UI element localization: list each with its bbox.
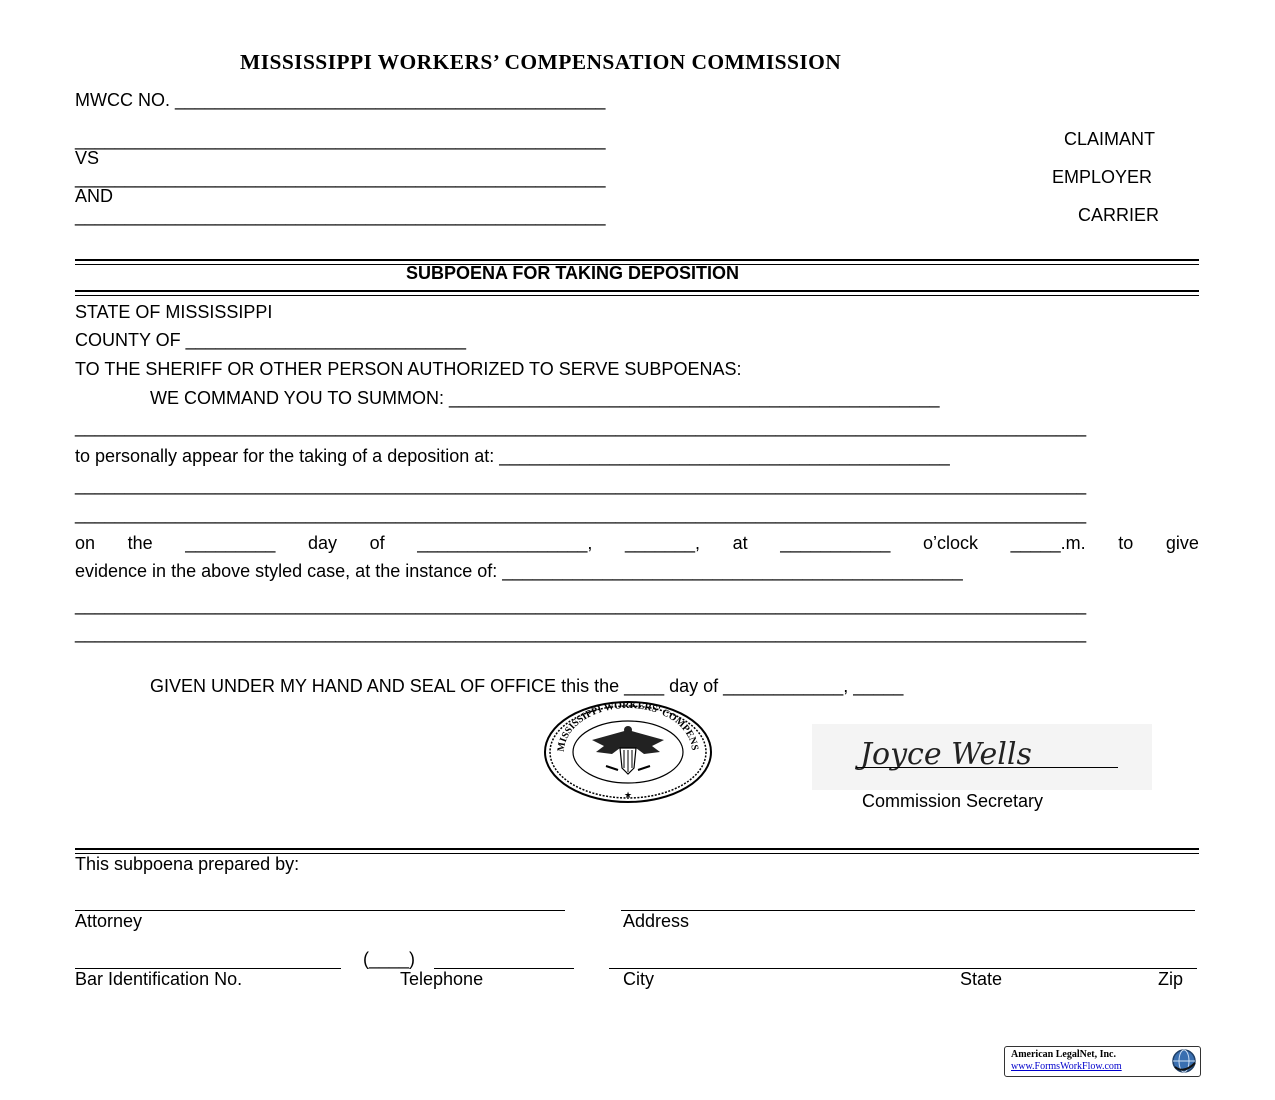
globe-icon xyxy=(1171,1048,1197,1074)
claimant-line[interactable]: _____________________________________________________ xyxy=(75,130,606,150)
logo-website-link[interactable]: www.FormsWorkFlow.com xyxy=(1011,1061,1122,1072)
address-line[interactable] xyxy=(621,910,1195,911)
divider-top-4 xyxy=(75,295,1199,296)
date-time-line xyxy=(75,532,1199,554)
bar-id-label: Bar Identification No. xyxy=(75,969,243,989)
instance-of-field[interactable]: evidence in the above styled case, at the instance of: ______________________________________________ xyxy=(75,561,963,581)
instance-line-1[interactable]: _____________________________________________________________________________________________________ xyxy=(75,595,1087,615)
commission-secretary-label: Commission Secretary xyxy=(862,791,1044,811)
prepared-by-label: This subpoena prepared by: xyxy=(75,854,300,874)
vs-label: VS xyxy=(75,148,100,168)
zip-label: Zip xyxy=(1158,969,1184,989)
divider-bottom-1 xyxy=(75,848,1199,850)
mwcc-number-text: MWCC NO. xyxy=(75,90,175,110)
seal-text: MISSISSIPPI WORKERS' COMPENS xyxy=(555,700,701,753)
city-state-zip-line[interactable] xyxy=(609,968,1197,969)
year-field[interactable]: _______, xyxy=(624,533,701,553)
date-word-on: on xyxy=(75,533,96,553)
summon-field[interactable]: WE COMMAND YOU TO SUMMON: _________________________________________________ xyxy=(150,388,940,408)
signature: Joyce Wells xyxy=(860,737,1032,772)
date-word-at: at xyxy=(732,533,748,553)
summon-field-continued[interactable]: _____________________________________________________________________________________________________ xyxy=(75,417,1087,437)
date-word-of: of xyxy=(369,533,385,553)
hour-field[interactable]: ___________ xyxy=(780,533,891,553)
telephone-label: Telephone xyxy=(400,969,484,989)
eagle-icon xyxy=(592,726,664,774)
carrier-label: CARRIER xyxy=(1078,205,1160,225)
signature-line xyxy=(856,767,1118,768)
county-field[interactable]: COUNTY OF ____________________________ xyxy=(75,330,466,350)
subpoena-heading: SUBPOENA FOR TAKING DEPOSITION xyxy=(406,263,740,283)
attorney-line[interactable] xyxy=(75,910,565,911)
date-word-the: the xyxy=(127,533,153,553)
day-field[interactable]: _________ xyxy=(185,533,276,553)
state-label: STATE OF MISSISSIPPI xyxy=(75,302,273,322)
divider-top-1 xyxy=(75,259,1199,261)
phone-area-code-field[interactable]: (____) xyxy=(363,949,416,969)
deposition-location-field[interactable]: to personally appear for the taking of a deposition at: _____________________________________________ xyxy=(75,446,950,466)
given-under-hand-line[interactable]: GIVEN UNDER MY HAND AND SEAL OF OFFICE this the ____ day of ____________, _____ xyxy=(150,676,904,696)
sheriff-instruction: TO THE SHERIFF OR OTHER PERSON AUTHORIZED TO SERVE SUBPOENAS: xyxy=(75,359,742,379)
mwcc-number-label xyxy=(75,89,605,111)
employer-label: EMPLOYER xyxy=(1052,167,1153,187)
and-label: AND xyxy=(75,186,114,206)
legalnet-logo[interactable] xyxy=(1004,1046,1201,1077)
attorney-label: Attorney xyxy=(75,911,143,931)
commission-seal xyxy=(542,700,714,804)
form-title: MISSISSIPPI WORKERS’ COMPENSATION COMMISSION xyxy=(240,50,842,74)
date-word-to: to xyxy=(1118,533,1134,553)
instance-line-2[interactable]: _____________________________________________________________________________________________________ xyxy=(75,623,1087,643)
date-word-oclock: o’clock xyxy=(922,533,978,553)
employer-line[interactable]: _____________________________________________________ xyxy=(75,168,606,188)
month-field[interactable]: _________________, xyxy=(417,533,593,553)
city-label: City xyxy=(623,969,654,989)
address-label: Address xyxy=(623,911,690,931)
signature-block xyxy=(812,724,1152,790)
date-word-give: give xyxy=(1165,533,1199,553)
seal-star-icon: ★ xyxy=(623,791,633,801)
location-line-1[interactable]: _____________________________________________________________________________________________________ xyxy=(75,475,1087,495)
ampm-field[interactable]: _____.m. xyxy=(1010,533,1086,553)
logo-company-name: American LegalNet, Inc. xyxy=(1011,1049,1116,1060)
divider-top-3 xyxy=(75,290,1199,292)
state-label-bottom: State xyxy=(960,969,1003,989)
claimant-label: CLAIMANT xyxy=(1064,129,1156,149)
location-line-2[interactable]: _____________________________________________________________________________________________________ xyxy=(75,504,1087,524)
mwcc-number-field[interactable]: ___________________________________________ xyxy=(174,90,606,110)
date-word-day: day xyxy=(307,533,337,553)
carrier-line[interactable]: _____________________________________________________ xyxy=(75,206,606,226)
